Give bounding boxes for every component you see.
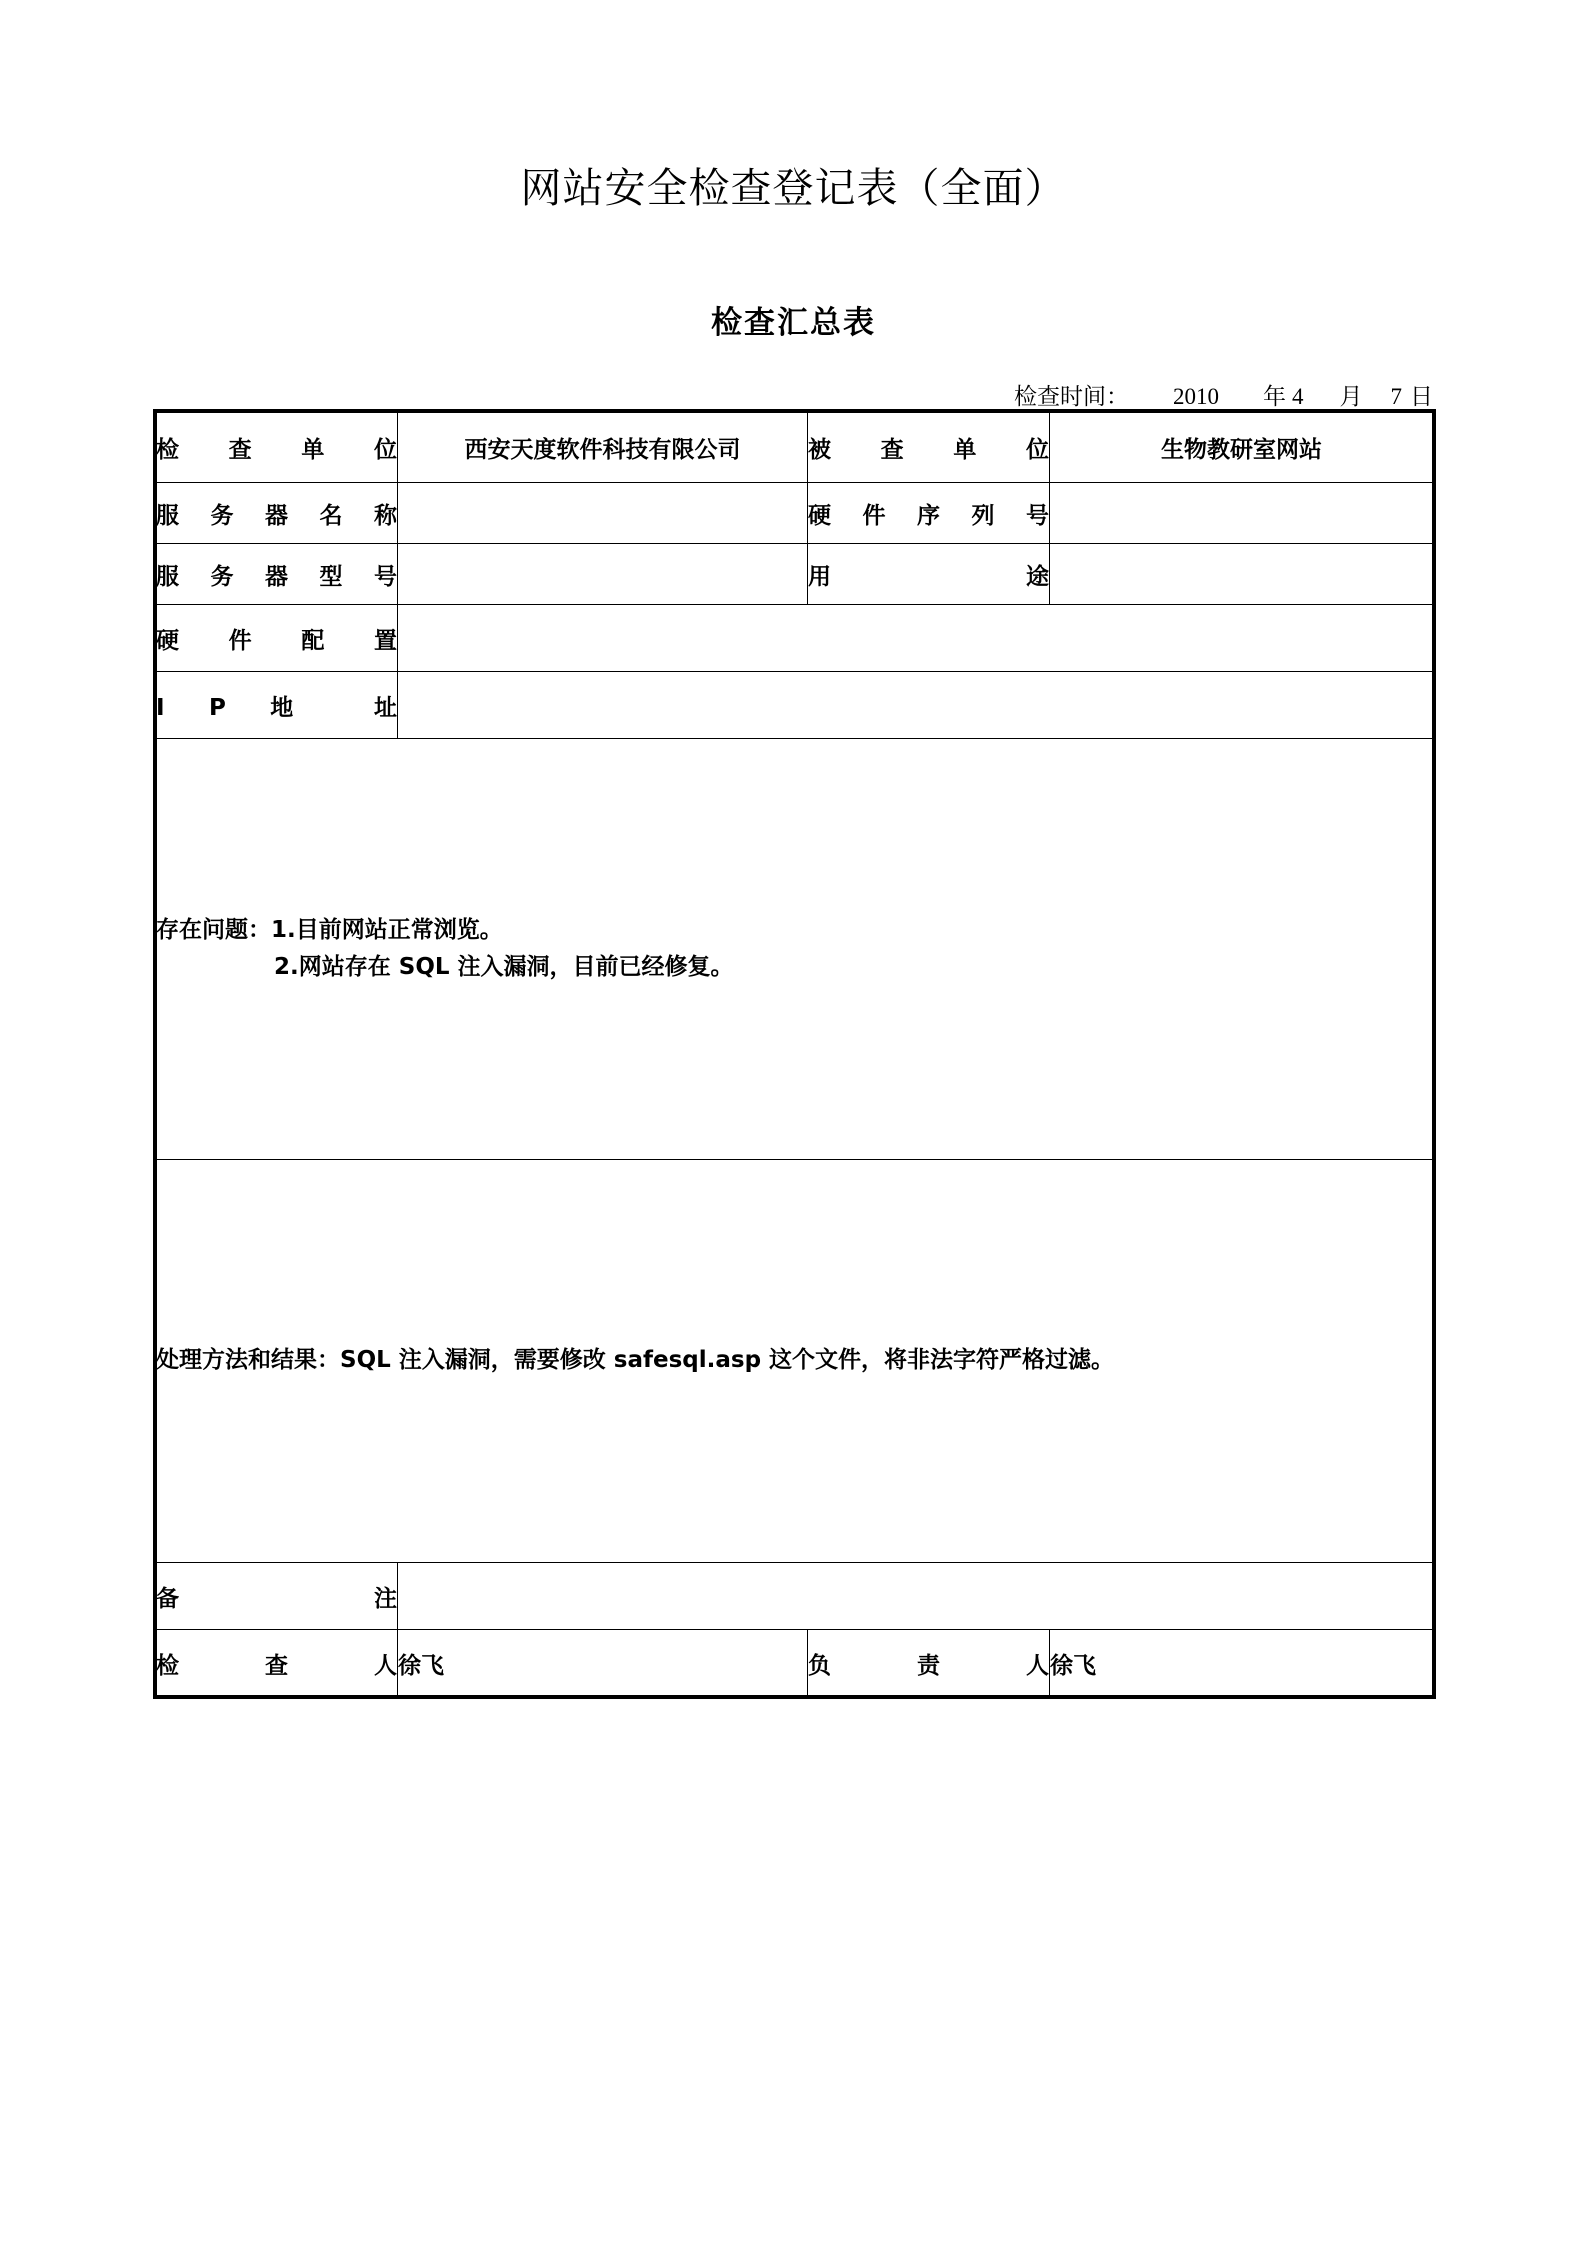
page-subtitle: 检查汇总表 <box>711 305 876 341</box>
label-remark: 备注 <box>156 1563 398 1630</box>
inspection-year-value: 2010 <box>1173 384 1219 409</box>
label-inspector: 检查人 <box>156 1630 398 1697</box>
table-row <box>156 605 1434 672</box>
table-row <box>156 412 1434 483</box>
table-row <box>156 1630 1434 1697</box>
value-inspection-unit[interactable]: 西安天度软件科技有限公司 <box>398 412 808 483</box>
page-title: 网站安全检查登记表（全面） <box>520 164 1067 212</box>
table-row <box>156 1563 1434 1630</box>
label-hardware-config: 硬件配置 <box>156 605 398 672</box>
inspection-day-value: 7 <box>1390 384 1402 409</box>
inspection-date-line <box>155 378 1433 411</box>
actions-cell[interactable] <box>156 1160 1434 1563</box>
issues-heading: 存在问题： <box>156 916 271 943</box>
table-row <box>156 483 1434 544</box>
inspection-year-unit: 年 <box>1263 384 1286 409</box>
table-row <box>156 544 1434 605</box>
inspection-month-unit: 月 <box>1339 384 1363 409</box>
inspection-day-unit: 日 <box>1410 384 1433 409</box>
value-purpose[interactable] <box>1050 544 1434 605</box>
issues-first-line <box>156 912 1433 949</box>
label-responsible-person: 负责人 <box>808 1630 1050 1697</box>
inspection-month-value: 4 <box>1292 384 1304 409</box>
inspection-date-label: 检查时间： <box>1014 384 1129 409</box>
value-hardware-config[interactable] <box>398 605 1434 672</box>
label-inspected-unit: 被查单位 <box>808 412 1050 483</box>
actions-first-line <box>156 1342 1433 1379</box>
actions-heading: 处理方法和结果： <box>156 1347 340 1374</box>
value-responsible-person[interactable]: 徐飞 <box>1050 1630 1434 1697</box>
actions-line-1: SQL 注入漏洞，需要修改 safesql.asp 这个文件，将非法字符严格过滤。 <box>340 1347 1115 1374</box>
table-row <box>156 672 1434 739</box>
value-inspected-unit[interactable]: 生物教研室网站 <box>1050 412 1434 483</box>
value-server-model[interactable] <box>398 544 808 605</box>
label-purpose: 用途 <box>808 544 1050 605</box>
value-remark[interactable] <box>398 1563 1434 1630</box>
table-row-actions <box>156 1160 1434 1563</box>
label-server-name: 服务器名称 <box>156 483 398 544</box>
value-ip-address[interactable] <box>398 672 1434 739</box>
issues-cell[interactable] <box>156 739 1434 1160</box>
inspection-summary-table <box>155 411 1434 1697</box>
value-server-name[interactable] <box>398 483 808 544</box>
table-row-issues <box>156 739 1434 1160</box>
label-ip-address: I P 地 址 <box>156 672 398 739</box>
label-hardware-serial: 硬件序列号 <box>808 483 1050 544</box>
label-inspection-unit: 检查单位 <box>156 412 398 483</box>
value-hardware-serial[interactable] <box>1050 483 1434 544</box>
value-inspector[interactable]: 徐飞 <box>398 1630 808 1697</box>
issues-line-1: 1.目前网站正常浏览。 <box>271 916 503 943</box>
label-server-model: 服务器型号 <box>156 544 398 605</box>
issues-line-2: 2.网站存在 SQL 注入漏洞，目前已经修复。 <box>274 954 734 980</box>
